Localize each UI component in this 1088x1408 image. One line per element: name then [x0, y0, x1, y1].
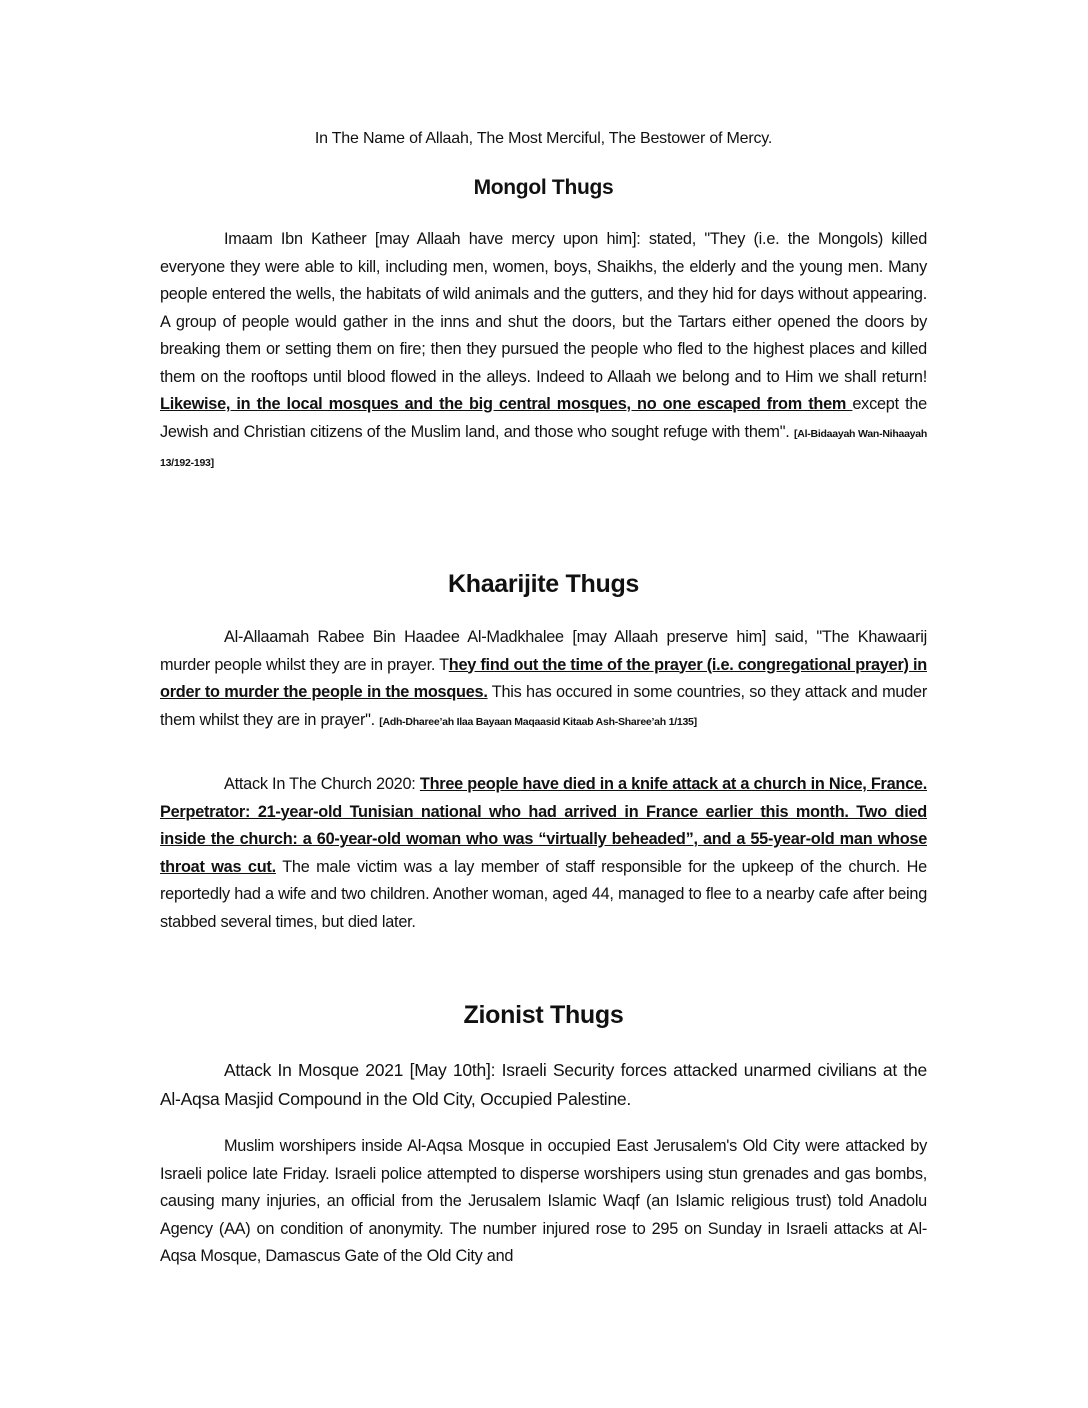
paragraph-al-aqsa-report: [160, 1133, 927, 1271]
paragraph-text: Al-Allaamah Rabee Bin Haadee Al-Madkhalee [may Allaah preserve him] said, "The Khawaarij murder people whilst they are in prayer. T: [160, 628, 927, 674]
paragraph-church-attack: [160, 771, 927, 936]
heading-mongol-thugs: Mongol Thugs: [473, 176, 614, 199]
paragraph-text: This has occured in some countries, so they attack and muder them whilst they are in prayer".: [160, 683, 927, 729]
emphasized-text: Three people have died in a knife attack at a church in Nice, France. Perpetrator: 21-year-old Tunisian national who had arrived in France earlier this month. Two died inside the church: a 60-year-old woman who was “virtually beheaded”, and a 55-year-old man whose throat was cut.: [160, 775, 927, 876]
paragraph-mosque-attack-intro: [160, 1056, 927, 1113]
emphasized-text: hey find out the time of the prayer (i.e. congregational prayer) in order to murder the people in the mosques.: [160, 655, 927, 701]
paragraph-text: Attack In The Church 2020:: [224, 775, 420, 793]
paragraph-text: except the Jewish and Christian citizens of the Muslim land, and those who sought refuge with them".: [160, 395, 927, 441]
reference-citation: [Adh-Dharee’ah Ilaa Bayaan Maqaasid Kitaab Ash-Sharee’ah 1/135]: [379, 715, 697, 728]
paragraph-text: Muslim worshipers inside Al-Aqsa Mosque in occupied East Jerusalem's Old City were attacked by Israeli police late Friday. Israeli police attempted to disperse worshipers using stun grenades and gas bombs, causing many injuries, an official from the Jerusalem Islamic Waqf (an Islamic religious trust) told Anadolu Agency (AA) on condition of anonymity. The number injured rose to 295 on Sunday in Israeli attacks at Al-Aqsa Mosque, Damascus Gate of the Old City and: [160, 1137, 927, 1265]
heading-khaarijite-thugs: Khaarijite Thugs: [447, 570, 640, 598]
paragraph-text: Attack In Mosque 2021 [May 10th]: Israeli Security forces attacked unarmed civilians at the Al-Aqsa Masjid Compound in the Old City, Occupied Palestine.: [160, 1060, 927, 1109]
paragraph-ibn-katheer-quote: [160, 226, 927, 478]
paragraph-text: Imaam Ibn Katheer [may Allaah have mercy upon him]: stated, "They (i.e. the Mongols) killed everyone they were able to kill, including men, women, boys, Shaikhs, the elderly and the young men. Many people entered the wells, the habitats of wild animals and the gutters, and they hid for days without appearing. A group of people would gather in the inns and shut the doors, but the Tartars either opened the doors by breaking them or setting them on fire; then they pursued the people who fled to the highest places and killed them on the rooftops until blood flowed in the alleys. Indeed to Allaah we belong and to Him we shall return!: [160, 230, 927, 386]
paragraph-madkhalee-quote: [160, 624, 927, 736]
basmala-line: In The Name of Allaah, The Most Merciful, The Bestower of Mercy.: [314, 130, 773, 147]
paragraph-text: The male victim was a lay member of staff responsible for the upkeep of the church. He reportedly had a wife and two children. Another woman, aged 44, managed to flee to a nearby cafe after being stabbed several times, but died later.: [160, 857, 927, 931]
heading-zionist-thugs: Zionist Thugs: [463, 1001, 624, 1029]
reference-citation: [Al-Bidaayah Wan-Nihaayah 13/192-193]: [160, 427, 928, 469]
emphasized-text: Likewise, in the local mosques and the big central mosques, no one escaped from them: [160, 395, 853, 413]
